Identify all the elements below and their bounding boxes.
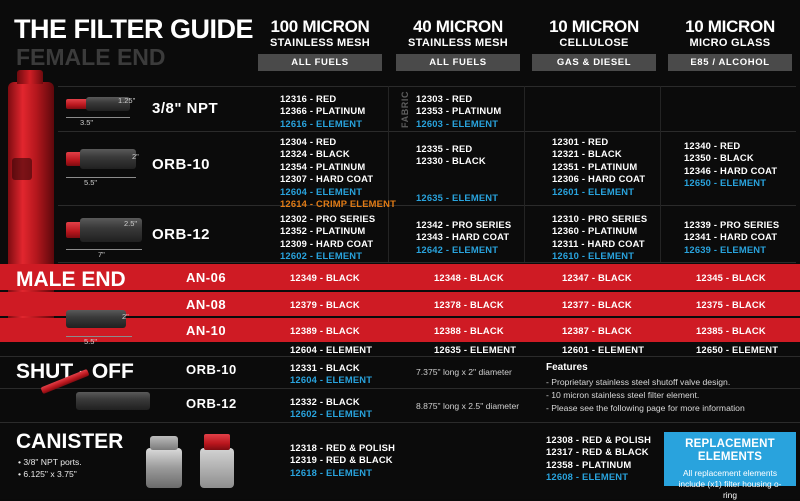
part-number: 12303 - RED xyxy=(416,93,473,104)
part-number: 12343 - HARD COAT xyxy=(416,231,510,243)
part-number: 12389 - BLACK xyxy=(290,325,360,336)
column-title: 40 MICRON xyxy=(413,17,503,36)
dimension-label: 2" xyxy=(132,152,139,161)
dimension-label: 2.5" xyxy=(124,219,138,228)
part-number: 12351 - PLATINUM xyxy=(552,160,638,172)
female-end-heading: FEMALE END xyxy=(16,44,166,70)
replacement-elements-box xyxy=(664,432,796,500)
part-list-10micron-microglass-orb12 xyxy=(684,219,779,256)
column-header-100-micron xyxy=(258,18,382,71)
part-list-10micron-microglass-orb10 xyxy=(684,140,777,190)
row-label-an-06: AN-06 xyxy=(186,270,227,285)
dimension-note-orb12: 8.875" long x 2.5" diameter xyxy=(416,401,520,411)
dimension-label: 1.25" xyxy=(118,96,136,105)
canister-top-illustration-2 xyxy=(204,434,230,450)
row-divider xyxy=(58,86,796,87)
part-list-canister-10micron xyxy=(546,434,651,484)
part-number: 12306 - HARD COAT xyxy=(552,173,646,185)
part-number: 12330 - BLACK xyxy=(416,155,486,167)
part-list-100micron-orb10 xyxy=(280,136,396,210)
part-number-element: 12650 - ELEMENT xyxy=(684,177,767,189)
part-number: 12324 - BLACK xyxy=(280,148,350,160)
canister-notes xyxy=(18,456,82,480)
row-label-an-10: AN-10 xyxy=(186,323,227,338)
row-label-an-08: AN-08 xyxy=(186,297,227,312)
part-list-100micron-orb12 xyxy=(280,213,375,263)
male-end-heading: MALE END xyxy=(16,268,126,291)
filter-illustration-npt xyxy=(66,99,88,109)
row-label-38-npt: 3/8" NPT xyxy=(152,100,219,117)
part-number-element: 12603 - ELEMENT xyxy=(416,117,499,129)
column-divider xyxy=(524,86,525,262)
part-number: 12349 - BLACK xyxy=(290,272,360,283)
filter-illustration-male-body xyxy=(66,310,126,328)
features-title: Features xyxy=(546,362,588,373)
feature-item: - Please see the following page for more information xyxy=(546,403,745,413)
part-number-element: 12616 - ELEMENT xyxy=(280,117,363,129)
part-number-element: 12618 - ELEMENT xyxy=(290,466,373,478)
column-header-40-micron xyxy=(396,18,520,71)
part-number: 12378 - BLACK xyxy=(434,299,504,310)
part-number-element: 12650 - ELEMENT xyxy=(696,344,779,355)
shutoff-heading: SHUT - OFF xyxy=(16,360,134,383)
part-number: 12377 - BLACK xyxy=(562,299,632,310)
dimension-label: 7" xyxy=(98,250,105,259)
part-list-40micron-orb10 xyxy=(416,143,498,204)
dimension-label: 2" xyxy=(122,312,129,321)
row-label-shutoff-orb-10: ORB-10 xyxy=(186,362,237,377)
part-number: 12379 - BLACK xyxy=(290,299,360,310)
part-number: 12316 - RED xyxy=(280,93,337,104)
part-number: 12346 - HARD COAT xyxy=(684,164,778,176)
column-pill: ALL FUELS xyxy=(396,54,520,71)
part-list-40micron-npt xyxy=(416,93,501,130)
part-number: 12348 - BLACK xyxy=(434,272,504,283)
column-title: 10 MICRON xyxy=(685,17,775,36)
part-number: 12304 - RED xyxy=(280,136,337,147)
part-number: 12341 - HARD COAT xyxy=(684,231,778,243)
part-number: 12331 - BLACK xyxy=(290,362,360,373)
part-list-10micron-cellulose-orb12 xyxy=(552,213,647,263)
part-number: 12309 - HARD COAT xyxy=(280,237,374,249)
part-number: 12352 - PLATINUM xyxy=(280,225,366,237)
part-list-10micron-cellulose-orb10 xyxy=(552,136,645,198)
part-number-element: 12601 - ELEMENT xyxy=(552,185,635,197)
shutoff-body-illustration xyxy=(76,392,150,410)
replacement-elements-title: REPLACEMENT ELEMENTS xyxy=(685,438,775,463)
row-label-orb-12: ORB-12 xyxy=(152,226,211,243)
part-number-element: 12639 - ELEMENT xyxy=(684,243,767,255)
section-divider xyxy=(0,356,800,357)
canister-illustration-1 xyxy=(146,448,182,488)
fabric-label: FABRIC xyxy=(400,90,410,128)
part-number: 12301 - RED xyxy=(552,136,609,147)
column-header-10-micron-micro-glass xyxy=(668,18,792,71)
dimension-label: 3.5" xyxy=(80,118,94,127)
part-number: 12358 - PLATINUM xyxy=(546,458,632,470)
part-number-element: 12604 - ELEMENT xyxy=(290,344,373,355)
part-list-40micron-orb12 xyxy=(416,219,511,256)
part-number-element: 12604 - ELEMENT xyxy=(280,185,363,197)
canister-heading: CANISTER xyxy=(16,430,124,453)
part-list-shutoff-orb10 xyxy=(290,362,372,387)
canister-illustration-2 xyxy=(200,448,234,488)
column-subtitle: MICRO GLASS xyxy=(689,37,771,49)
features-list xyxy=(546,376,745,415)
part-number: 12302 - PRO SERIES xyxy=(280,213,376,224)
part-number-element: 12635 - ELEMENT xyxy=(434,344,517,355)
part-number: 12308 - RED & POLISH xyxy=(546,434,652,445)
column-pill: ALL FUELS xyxy=(258,54,382,71)
part-number: 12332 - BLACK xyxy=(290,396,360,407)
part-number-element: 12635 - ELEMENT xyxy=(416,191,499,203)
part-number: 12385 - BLACK xyxy=(696,325,766,336)
part-number: 12353 - PLATINUM xyxy=(416,105,502,117)
column-header-10-micron-cellulose xyxy=(532,18,656,71)
canister-top-illustration-1 xyxy=(150,436,178,450)
part-number-element: 12602 - ELEMENT xyxy=(290,408,373,420)
part-number-element: 12601 - ELEMENT xyxy=(562,344,645,355)
column-title: 100 MICRON xyxy=(270,17,370,36)
row-divider xyxy=(58,262,796,263)
part-list-100micron-npt xyxy=(280,93,365,130)
part-number: 12307 - HARD COAT xyxy=(280,173,374,185)
part-number: 12339 - PRO SERIES xyxy=(684,219,780,230)
column-pill: E85 / ALCOHOL xyxy=(668,54,792,71)
part-number-element: 12642 - ELEMENT xyxy=(416,243,499,255)
dimension-line xyxy=(66,177,136,178)
dimension-line xyxy=(66,336,132,337)
spacer xyxy=(416,168,498,192)
part-number: 12388 - BLACK xyxy=(434,325,504,336)
feature-item: - 10 micron stainless steel filter element. xyxy=(546,390,700,400)
page-title: THE FILTER GUIDE xyxy=(14,14,253,44)
row-label-orb-10: ORB-10 xyxy=(152,156,211,173)
feature-item: - Proprietary stainless steel shutoff valve design. xyxy=(546,377,731,387)
column-subtitle: STAINLESS MESH xyxy=(408,37,508,49)
part-number: 12310 - PRO SERIES xyxy=(552,213,648,224)
column-title: 10 MICRON xyxy=(549,17,639,36)
row-divider xyxy=(58,205,796,206)
part-number: 12387 - BLACK xyxy=(562,325,632,336)
part-number: 12350 - BLACK xyxy=(684,152,754,164)
part-number: 12335 - RED xyxy=(416,143,473,154)
part-number: 12317 - RED & BLACK xyxy=(546,446,649,458)
dimension-label: 5.5" xyxy=(84,337,98,346)
part-number-crimp-element: 12614 - CRIMP ELEMENT xyxy=(280,198,397,210)
part-number: 12340 - RED xyxy=(684,140,741,151)
part-number: 12342 - PRO SERIES xyxy=(416,219,512,230)
column-divider xyxy=(660,86,661,262)
filter-illustration-orb10-body xyxy=(80,149,136,169)
column-subtitle: STAINLESS MESH xyxy=(270,37,370,49)
part-number: 12366 - PLATINUM xyxy=(280,105,366,117)
bottle-label-band xyxy=(12,158,32,180)
row-label-shutoff-orb-12: ORB-12 xyxy=(186,396,237,411)
part-number-element: 12608 - ELEMENT xyxy=(546,471,629,483)
column-subtitle: CELLULOSE xyxy=(559,37,629,49)
canister-note: • 6.125" x 3.75" xyxy=(18,469,77,479)
part-number: 12319 - RED & BLACK xyxy=(290,454,393,466)
dimension-note-orb10: 7.375" long x 2" diameter xyxy=(416,367,512,377)
column-pill: GAS & DIESEL xyxy=(532,54,656,71)
section-divider xyxy=(0,422,800,423)
dimension-line xyxy=(66,117,130,118)
part-number-element: 12610 - ELEMENT xyxy=(552,250,635,262)
part-number-element: 12604 - ELEMENT xyxy=(290,374,373,386)
dimension-label: 5.5" xyxy=(84,178,98,187)
part-number: 12360 - PLATINUM xyxy=(552,225,638,237)
part-number: 12345 - BLACK xyxy=(696,272,766,283)
canister-note: • 3/8" NPT ports. xyxy=(18,457,82,467)
part-number: 12375 - BLACK xyxy=(696,299,766,310)
part-number-element: 12602 - ELEMENT xyxy=(280,250,363,262)
part-number: 12321 - BLACK xyxy=(552,148,622,160)
replacement-elements-text: All replacement elements include (x1) filter housing o-ring xyxy=(678,468,782,500)
part-number: 12354 - PLATINUM xyxy=(280,160,366,172)
part-list-canister-100micron xyxy=(290,442,395,479)
part-number: 12318 - RED & POLISH xyxy=(290,442,396,453)
part-number: 12311 - HARD COAT xyxy=(552,237,645,249)
part-list-shutoff-orb12 xyxy=(290,396,372,421)
row-divider xyxy=(58,131,796,132)
part-number: 12347 - BLACK xyxy=(562,272,632,283)
